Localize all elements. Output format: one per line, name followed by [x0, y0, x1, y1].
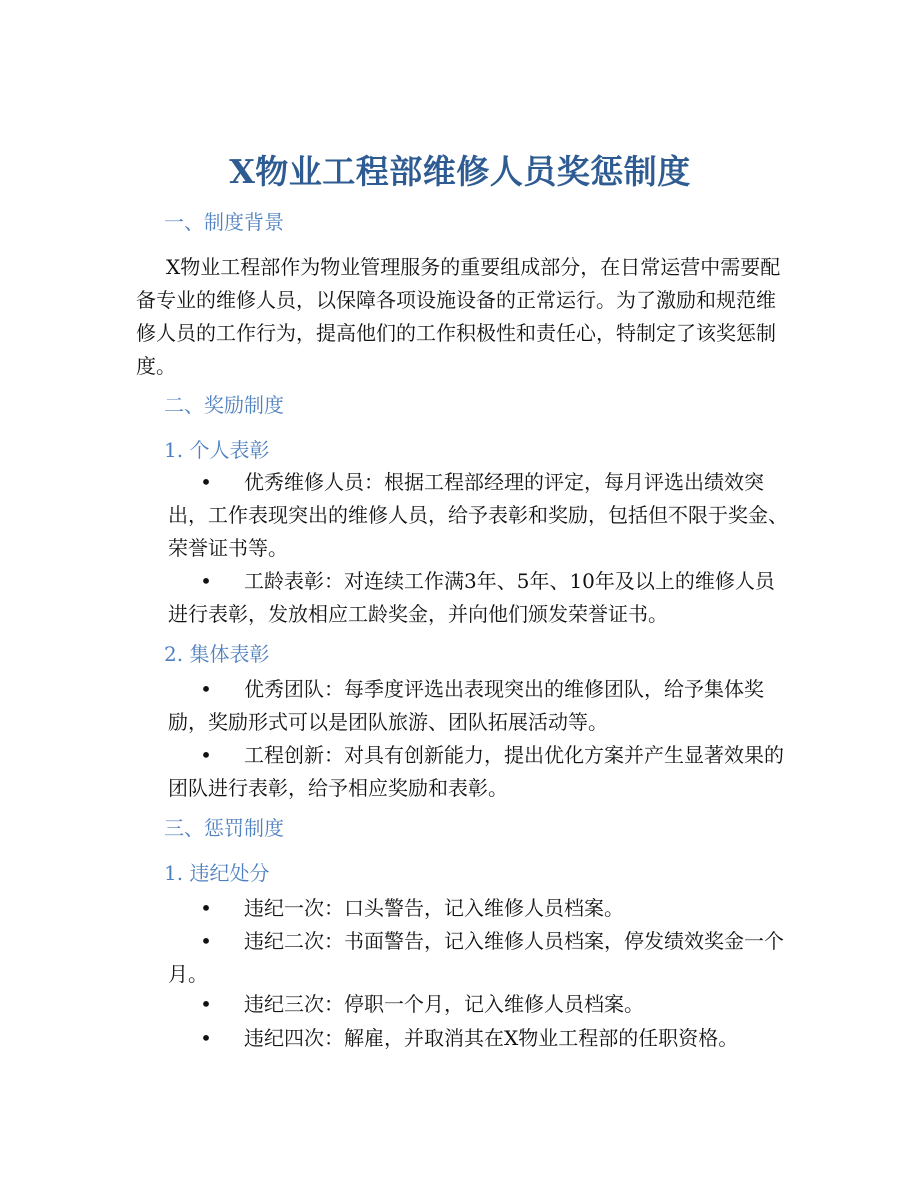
- document-title: X物业工程部维修人员奖惩制度: [229, 152, 691, 191]
- subsection-heading-discipline: 1. 违纪处分: [164, 861, 270, 885]
- list-item-text: 工龄表彰：对连续工作满3年、5年、10年及以上的维修人员进行表彰，发放相应工龄奖金，并向他们颁发荣誉证书。: [168, 569, 775, 626]
- list-item: [168, 1022, 788, 1055]
- list-item: [168, 892, 788, 925]
- bullet-icon: •: [200, 569, 212, 593]
- section-heading-rewards: 二、奖励制度: [164, 393, 284, 417]
- list-item: [168, 673, 788, 739]
- bullet-icon: •: [200, 1026, 212, 1050]
- list-item-text: 违纪二次：书面警告，记入维修人员档案，停发绩效奖金一个月。: [168, 929, 784, 986]
- subsection-heading-collective: 2. 集体表彰: [164, 642, 270, 666]
- list-item: [168, 988, 788, 1021]
- list-item: [168, 739, 788, 805]
- section-heading-background: 一、制度背景: [164, 210, 284, 234]
- section-paragraph-background: X物业工程部作为物业管理服务的重要组成部分，在日常运营中需要配备专业的维修人员，以保障各项设施设备的正常运行。为了激励和规范维修人员的工作行为，提高他们的工作积极性和责任心，特制定了该奖惩制度。: [136, 255, 781, 378]
- bullet-icon: •: [200, 896, 212, 920]
- list-item-text: 违纪一次：口头警告，记入维修人员档案。: [244, 896, 624, 920]
- list-item: [168, 565, 788, 631]
- list-item-text: 优秀维修人员：根据工程部经理的评定，每月评选出绩效突出，工作表现突出的维修人员，给予表彰和奖励，包括但不限于奖金、荣誉证书等。: [168, 470, 788, 560]
- list-item-text: 违纪四次：解雇，并取消其在X物业工程部的任职资格。: [244, 1026, 739, 1050]
- bullet-icon: •: [200, 743, 212, 767]
- section-heading-penalties: 三、惩罚制度: [164, 816, 284, 840]
- subsection-heading-individual: 1. 个人表彰: [164, 438, 270, 462]
- bullet-icon: •: [200, 470, 212, 494]
- bullet-icon: •: [200, 992, 212, 1016]
- list-item: [168, 466, 788, 565]
- list-item-text: 优秀团队：每季度评选出表现突出的维修团队，给予集体奖励，奖励形式可以是团队旅游、团队拓展活动等。: [168, 677, 764, 734]
- bullet-icon: •: [200, 677, 212, 701]
- list-item-text: 工程创新：对具有创新能力，提出优化方案并产生显著效果的团队进行表彰，给予相应奖励和表彰。: [168, 743, 784, 800]
- list-item-text: 违纪三次：停职一个月，记入维修人员档案。: [244, 992, 644, 1016]
- bullet-icon: •: [200, 929, 212, 953]
- list-item: [168, 925, 788, 991]
